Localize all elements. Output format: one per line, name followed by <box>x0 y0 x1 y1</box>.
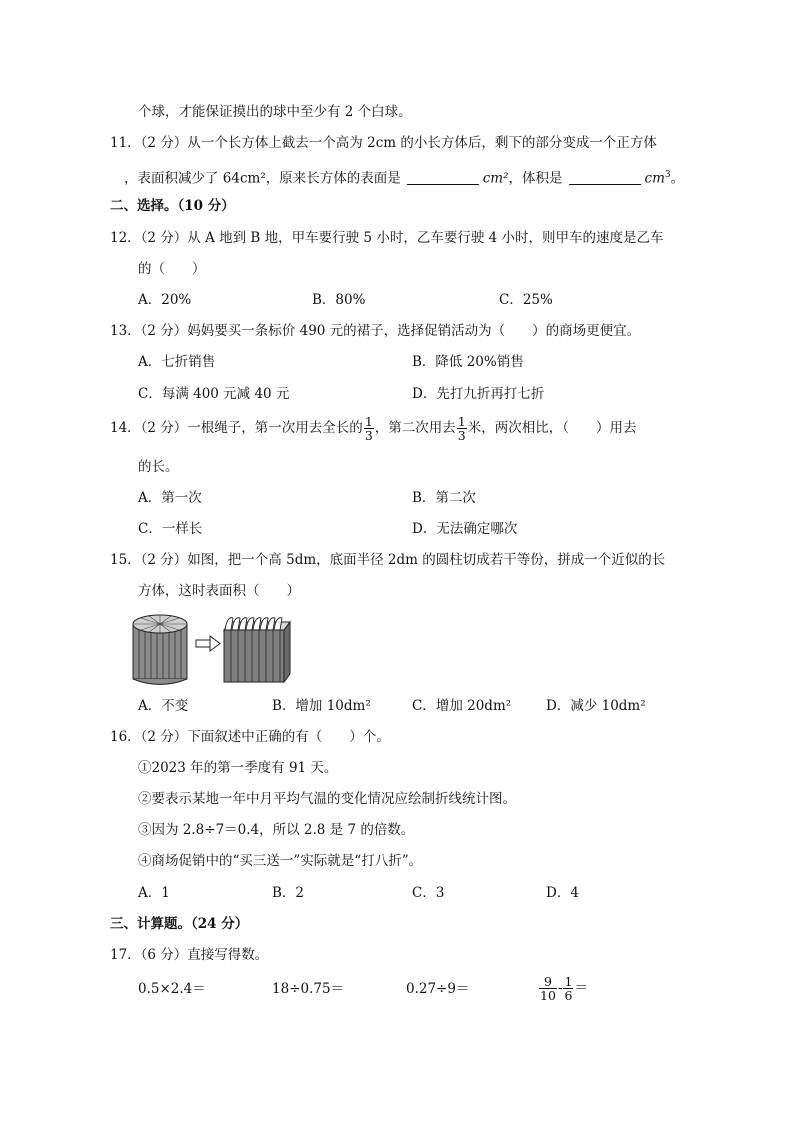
calc-item-4 <box>538 972 588 1004</box>
q13-option-d[interactable]: D．先打九折再打七折 <box>412 386 545 402</box>
q16-statement-4: ④商场促销中的“买三送一”实际就是“打八折”。 <box>138 853 423 869</box>
q11-line2 <box>124 166 684 188</box>
q13-option-b[interactable]: B．降低 20%销售 <box>412 354 524 370</box>
q16-statement-2: ②要表示某地一年中月平均气温的变化情况应绘制折线统计图。 <box>138 791 516 807</box>
cylinder-to-cuboid-figure <box>130 608 300 686</box>
answer-blank-surface[interactable] <box>407 171 479 185</box>
frac-b-num: 1 <box>564 974 573 989</box>
q15-option-b[interactable]: B．增加 10dm² <box>272 698 371 714</box>
frac1-den: 3 <box>364 428 373 443</box>
frac2-den: 3 <box>457 428 466 443</box>
q14-part2: ，第二次用去 <box>374 420 456 436</box>
q12-option-c[interactable]: C．25% <box>499 292 553 308</box>
frac-1-6 <box>563 975 573 1002</box>
q16-option-d[interactable]: D．4 <box>546 885 579 901</box>
q13-line1: 13．（2 分）妈妈要买一条标价 490 元的裙子，选择促销活动为（ ）的商场更便宜。 <box>110 323 641 339</box>
q14-option-b[interactable]: B．第二次 <box>412 490 476 506</box>
q14-line2: 的长。 <box>138 459 179 475</box>
q14-option-d[interactable]: D．无法确定哪次 <box>412 521 518 537</box>
frac-b-den: 6 <box>564 988 573 1003</box>
q11-line2-text: ，表面积减少了 64cm²，原来长方体的表面是 <box>124 170 401 187</box>
calc-item-2: 18÷0.75＝ <box>272 981 345 997</box>
q16-option-c[interactable]: C．3 <box>412 885 445 901</box>
q14-part3: 米，两次相比，（ ）用去 <box>467 420 637 436</box>
frac-a-den: 10 <box>540 988 556 1003</box>
q10-tail: 个球，才能保证摸出的球中至少有 2 个白球。 <box>138 104 412 120</box>
unit-cm3: cm <box>644 170 665 187</box>
fraction-one-third-b <box>457 415 467 442</box>
q12-line2: 的（ ） <box>138 261 206 277</box>
q16-line1: 16．（2 分）下面叙述中正确的有（ ）个。 <box>110 729 390 745</box>
q11-end: 。 <box>670 170 685 187</box>
q13-option-a[interactable]: A．七折销售 <box>138 354 216 370</box>
q15-option-a[interactable]: A．不变 <box>138 698 189 714</box>
q14-line1 <box>110 413 636 443</box>
fraction-one-third-a <box>364 415 374 442</box>
equals-sign: ＝ <box>574 980 588 996</box>
q16-option-a[interactable]: A．1 <box>138 885 170 901</box>
frac-9-10 <box>539 975 557 1002</box>
q17-line1: 17．（6 分）直接写得数。 <box>110 947 269 963</box>
minus-sign: - <box>557 980 563 996</box>
q16-option-b[interactable]: B．2 <box>272 885 305 901</box>
unit-cm2: cm² <box>482 170 509 187</box>
frac2-num: 1 <box>457 414 466 429</box>
unit-cm3-sup: 3 <box>664 170 671 180</box>
q11-mid: ，体积是 <box>508 170 563 187</box>
q15-option-c[interactable]: C．增加 20dm² <box>412 698 512 714</box>
q15-line2: 方体，这时表面积（ ） <box>138 583 300 599</box>
calc-item-1: 0.5×2.4＝ <box>138 981 206 997</box>
q13-option-c[interactable]: C．每满 400 元减 40 元 <box>138 386 290 402</box>
q12-line1: 12．（2 分）从 A 地到 B 地，甲车要行驶 5 小时，乙车要行驶 4 小时，则甲车的速度是乙车 <box>110 230 664 246</box>
q15-option-d[interactable]: D．减少 10dm² <box>546 698 646 714</box>
section-3-title: 三、计算题。（24 分） <box>110 916 249 932</box>
calc-item-3: 0.27÷9＝ <box>406 981 470 997</box>
section-2-title: 二、选择。（10 分） <box>110 198 235 214</box>
q15-line1: 15．（2 分）如图，把一个高 5dm，底面半径 2dm 的圆柱切成若干等份，拼成一个近似的长 <box>110 552 666 568</box>
q14-part1: 14．（2 分）一根绳子，第一次用去全长的 <box>110 420 363 436</box>
q11-line1: 11．（2 分）从一个长方体上截去一个高为 2cm 的小长方体后，剩下的部分变成一个正方体 <box>110 135 657 151</box>
arrow-right-icon <box>196 636 220 651</box>
frac-a-num: 9 <box>539 975 557 989</box>
q14-option-a[interactable]: A．第一次 <box>138 490 202 506</box>
answer-blank-volume[interactable] <box>569 171 641 185</box>
q16-statement-1: ①2023 年的第一季度有 91 天。 <box>138 760 338 776</box>
q12-option-b[interactable]: B．80% <box>312 292 366 308</box>
frac1-num: 1 <box>364 414 373 429</box>
q14-option-c[interactable]: C．一样长 <box>138 521 203 537</box>
q16-statement-3: ③因为 2.8÷7＝0.4，所以 2.8 是 7 的倍数。 <box>138 822 415 838</box>
q12-option-a[interactable]: A．20% <box>138 292 192 308</box>
